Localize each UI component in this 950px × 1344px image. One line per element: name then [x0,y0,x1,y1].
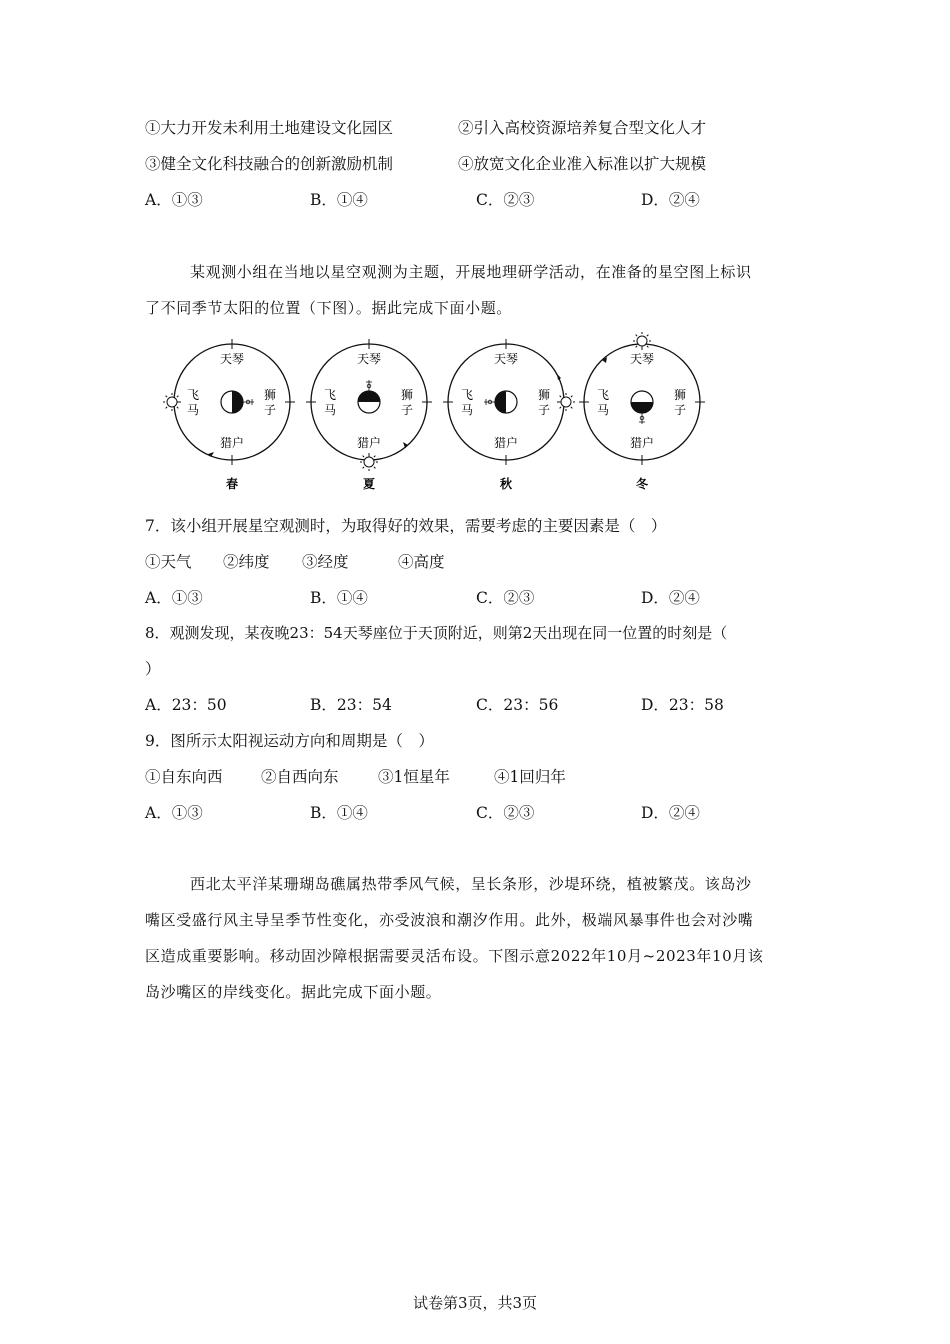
q8-option-a[interactable]: A．23：50 [145,696,227,714]
q7-option-b[interactable]: B．①④ [310,589,368,607]
label-leo-1: 狮 [263,388,277,402]
label-lyra: 天琴 [629,352,655,366]
q8-option-c[interactable]: C．23：56 [476,696,559,714]
label-orion: 猎户 [219,436,245,450]
label-leo-2: 子 [673,403,687,417]
diagram-winter [579,332,705,491]
prev-item-1: ①大力开发未利用土地建设文化园区 [145,119,394,137]
label-lyra: 天琴 [493,352,519,366]
season-label-spring: 春 [225,477,239,491]
prev-option-d[interactable]: D．②④ [641,191,700,209]
label-orion: 猎户 [629,436,655,450]
passage2-line-3: 区造成重要影响。移动固沙障根据需要灵活布设。下图示意2022年10月~2023年10月该 [145,947,764,965]
label-pegasus-1: 飞 [460,388,474,402]
motion-arrow-icon [557,374,561,380]
label-pegasus-1: 飞 [186,388,200,402]
q7-option-a[interactable]: A．①③ [145,589,203,607]
diagram-spring [163,339,295,491]
q7-item-2: ②纬度 [223,553,270,571]
label-leo-2: 子 [400,403,414,417]
diagram-autumn [443,339,575,491]
passage2-line-1: 西北太平洋某珊瑚岛礁属热带季风气候，呈长条形，沙堤环绕，植被繁茂。该岛沙 [190,875,752,893]
q8-option-b[interactable]: B．23：54 [310,696,392,714]
motion-arrow-icon [403,442,408,448]
label-pegasus-2: 马 [323,403,337,417]
q8-stem-line-1: 8．观测发现，某夜晚23：54天琴座位于天顶附近，则第2天出现在同一位置的时刻是（ [145,624,728,642]
label-pegasus-1: 飞 [323,388,337,402]
label-leo-2: 子 [263,403,277,417]
page-footer: 试卷第3页，共3页 [412,1294,538,1312]
q9-option-d[interactable]: D．②④ [641,804,700,822]
star-map-figure [160,330,720,495]
q9-item-3: ③1恒星年 [378,768,450,786]
q9-option-c[interactable]: C．②③ [476,804,535,822]
season-label-autumn: 秋 [499,477,513,491]
q9-item-1: ①自东向西 [145,768,223,786]
label-lyra: 天琴 [219,352,245,366]
passage2-line-2: 嘴区受盛行风主导呈季节性变化，亦受波浪和潮汐作用。此外，极端风暴事件也会对沙嘴 [145,911,754,929]
label-lyra: 天琴 [356,352,382,366]
q9-option-b[interactable]: B．①④ [310,804,368,822]
q9-option-a[interactable]: A．①③ [145,804,203,822]
q8-stem-line-2: ） [145,660,161,678]
label-orion: 猎户 [356,436,382,450]
label-leo-1: 狮 [673,388,687,402]
label-pegasus-2: 马 [596,403,610,417]
label-orion: 猎户 [493,436,519,450]
label-leo-2: 子 [537,403,551,417]
q7-item-4: ④高度 [398,553,445,571]
q9-item-2: ②自西向东 [261,768,339,786]
label-leo-1: 狮 [400,388,414,402]
diagram-summer [306,339,432,491]
label-pegasus-2: 马 [186,403,200,417]
q7-item-1: ①天气 [145,553,192,571]
prev-option-a[interactable]: A．①③ [145,191,203,209]
season-label-summer: 夏 [362,477,376,491]
q7-stem: 7．该小组开展星空观测时，为取得好的效果，需要考虑的主要因素是（ ） [145,517,667,535]
label-leo-1: 狮 [537,388,551,402]
q7-item-3: ③经度 [302,553,349,571]
passage1-line-2: 了不同季节太阳的位置（下图）。据此完成下面小题。 [145,299,512,317]
q8-option-d[interactable]: D．23：58 [641,696,724,714]
prev-item-3: ③健全文化科技融合的创新激励机制 [145,155,394,173]
prev-option-c[interactable]: C．②③ [476,191,535,209]
q7-option-c[interactable]: C．②③ [476,589,535,607]
prev-item-4: ④放宽文化企业准入标准以扩大规模 [458,155,707,173]
passage2-line-4: 岛沙嘴区的岸线变化。据此完成下面小题。 [145,983,442,1001]
q9-item-4: ④1回归年 [494,768,566,786]
passage1-line-1: 某观测小组在当地以星空观测为主题，开展地理研学活动，在准备的星空图上标识 [190,263,752,281]
prev-item-2: ②引入高校资源培养复合型文化人才 [458,119,707,137]
q9-stem: 9．图所示太阳视运动方向和周期是（ ） [145,732,434,750]
season-label-winter: 冬 [635,477,649,491]
q7-option-d[interactable]: D．②④ [641,589,700,607]
prev-option-b[interactable]: B．①④ [310,191,368,209]
label-pegasus-2: 马 [460,403,474,417]
label-pegasus-1: 飞 [596,388,610,402]
